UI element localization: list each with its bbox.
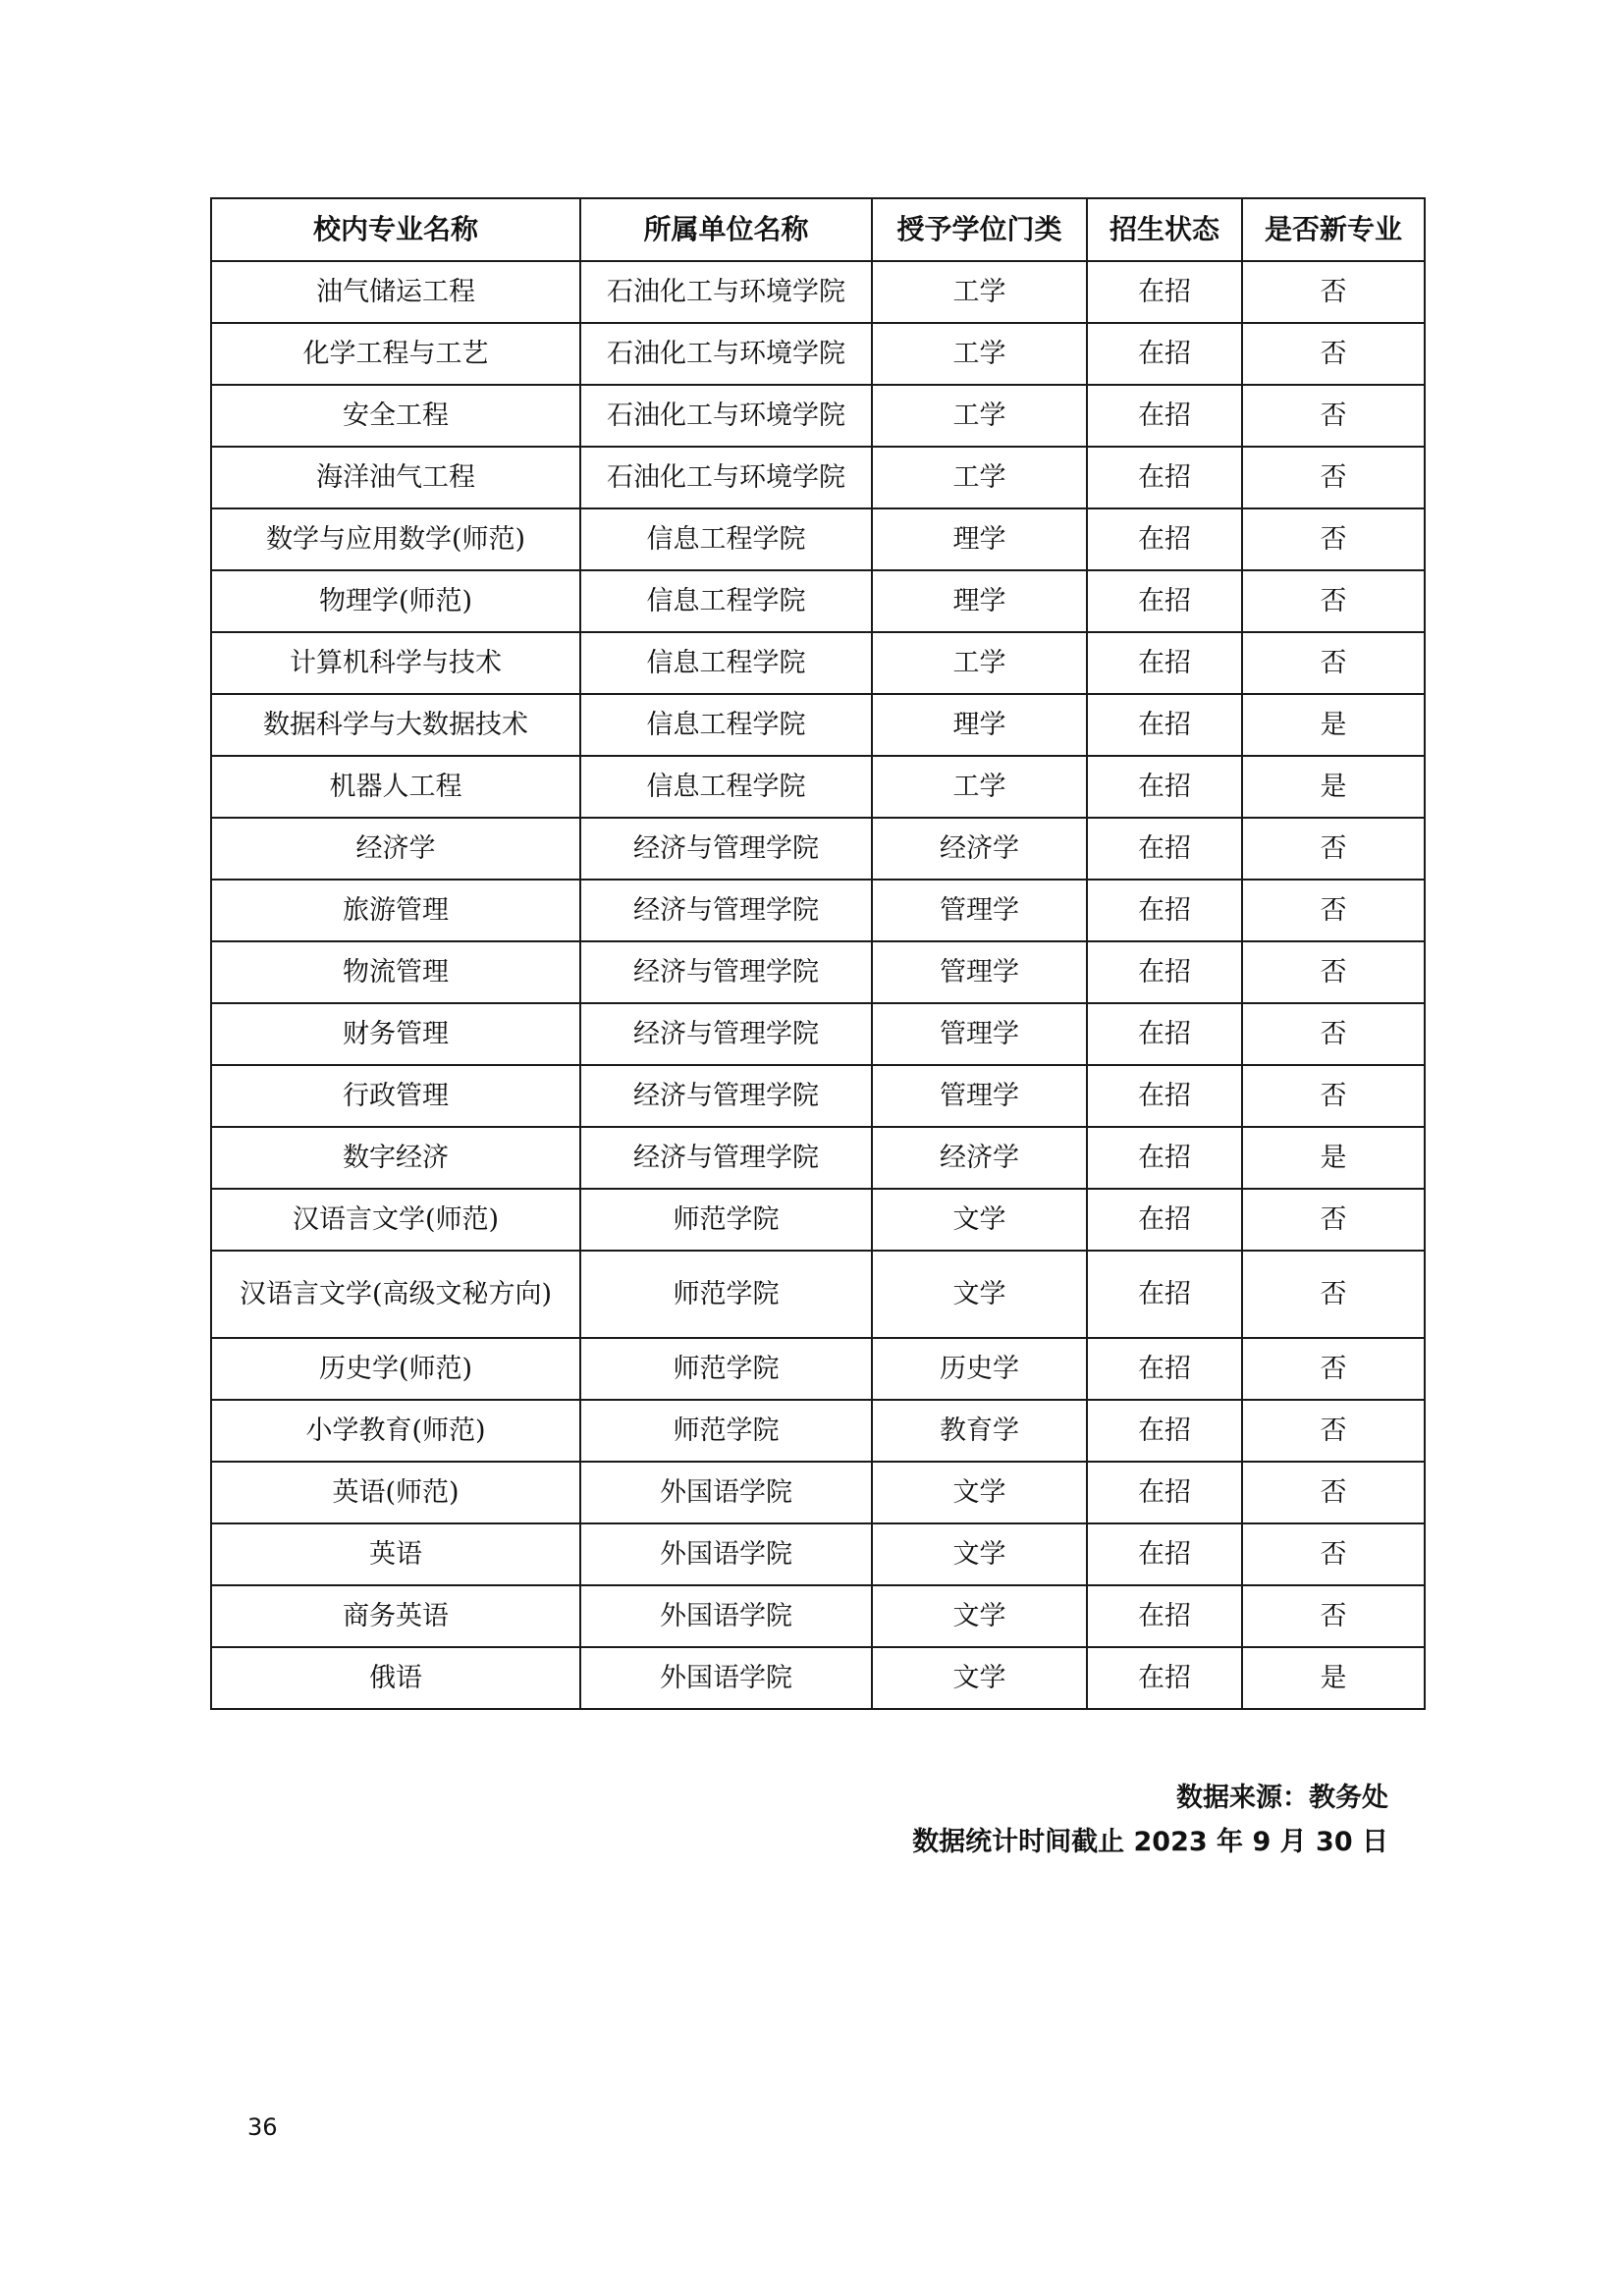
- table-row: [211, 1462, 1425, 1523]
- table-row: [211, 818, 1425, 880]
- cell-major-name: 汉语言文学(师范): [211, 1189, 580, 1251]
- cell-major-name: 商务英语: [211, 1585, 580, 1647]
- table-row: [211, 694, 1425, 756]
- cell-is-new-major: 否: [1242, 1251, 1425, 1338]
- cell-unit-name: 师范学院: [580, 1251, 872, 1338]
- cell-degree-category: 文学: [872, 1189, 1087, 1251]
- cell-is-new-major: 否: [1242, 1523, 1425, 1585]
- cell-unit-name: 石油化工与环境学院: [580, 323, 872, 385]
- cell-major-name: 数学与应用数学(师范): [211, 508, 580, 570]
- cell-unit-name: 石油化工与环境学院: [580, 385, 872, 447]
- cell-degree-category: 历史学: [872, 1338, 1087, 1400]
- data-cutoff-note: 数据统计时间截止 2023 年 9 月 30 日: [912, 1827, 1388, 1857]
- cell-enrollment-status: 在招: [1087, 1189, 1242, 1251]
- page-number: 36: [247, 2113, 278, 2141]
- cell-is-new-major: 否: [1242, 508, 1425, 570]
- cell-is-new-major: 否: [1242, 447, 1425, 508]
- cell-unit-name: 经济与管理学院: [580, 1127, 872, 1189]
- table-row: [211, 1251, 1425, 1338]
- cell-enrollment-status: 在招: [1087, 1585, 1242, 1647]
- cell-degree-category: 理学: [872, 508, 1087, 570]
- table-row: [211, 1003, 1425, 1065]
- cell-enrollment-status: 在招: [1087, 1523, 1242, 1585]
- cell-is-new-major: 否: [1242, 1585, 1425, 1647]
- cell-enrollment-status: 在招: [1087, 1647, 1242, 1709]
- cell-degree-category: 文学: [872, 1462, 1087, 1523]
- cell-major-name: 旅游管理: [211, 880, 580, 941]
- cell-enrollment-status: 在招: [1087, 1400, 1242, 1462]
- cell-is-new-major: 否: [1242, 1065, 1425, 1127]
- cell-unit-name: 外国语学院: [580, 1523, 872, 1585]
- cell-degree-category: 经济学: [872, 818, 1087, 880]
- table-row: [211, 1523, 1425, 1585]
- cell-major-name: 经济学: [211, 818, 580, 880]
- table-body: [211, 261, 1425, 1709]
- cell-enrollment-status: 在招: [1087, 323, 1242, 385]
- cell-enrollment-status: 在招: [1087, 508, 1242, 570]
- cell-enrollment-status: 在招: [1087, 694, 1242, 756]
- cell-major-name: 机器人工程: [211, 756, 580, 818]
- cell-degree-category: 工学: [872, 447, 1087, 508]
- table-row: [211, 1065, 1425, 1127]
- cell-is-new-major: 否: [1242, 261, 1425, 323]
- cell-is-new-major: 否: [1242, 818, 1425, 880]
- cell-degree-category: 文学: [872, 1251, 1087, 1338]
- cell-is-new-major: 否: [1242, 632, 1425, 694]
- cell-enrollment-status: 在招: [1087, 261, 1242, 323]
- table-row: [211, 261, 1425, 323]
- cell-is-new-major: 否: [1242, 1189, 1425, 1251]
- cell-is-new-major: 是: [1242, 694, 1425, 756]
- cell-major-name: 历史学(师范): [211, 1338, 580, 1400]
- cell-unit-name: 经济与管理学院: [580, 1003, 872, 1065]
- cell-enrollment-status: 在招: [1087, 1003, 1242, 1065]
- table-row: [211, 756, 1425, 818]
- cell-degree-category: 理学: [872, 694, 1087, 756]
- cell-degree-category: 工学: [872, 632, 1087, 694]
- cell-unit-name: 经济与管理学院: [580, 941, 872, 1003]
- cell-major-name: 财务管理: [211, 1003, 580, 1065]
- cell-unit-name: 师范学院: [580, 1189, 872, 1251]
- majors-table: [210, 197, 1426, 1710]
- table-header: [211, 198, 1425, 261]
- cell-unit-name: 外国语学院: [580, 1647, 872, 1709]
- cell-major-name: 数据科学与大数据技术: [211, 694, 580, 756]
- header-enrollment-status: 招生状态: [1087, 198, 1242, 261]
- table-row: [211, 570, 1425, 632]
- cell-is-new-major: 否: [1242, 385, 1425, 447]
- cell-major-name: 物流管理: [211, 941, 580, 1003]
- cell-major-name: 数字经济: [211, 1127, 580, 1189]
- cell-degree-category: 管理学: [872, 1065, 1087, 1127]
- header-major-name: 校内专业名称: [211, 198, 580, 261]
- cell-degree-category: 文学: [872, 1523, 1087, 1585]
- table-row: [211, 1127, 1425, 1189]
- cell-unit-name: 师范学院: [580, 1338, 872, 1400]
- cell-unit-name: 石油化工与环境学院: [580, 261, 872, 323]
- table-row: [211, 1647, 1425, 1709]
- header-unit-name: 所属单位名称: [580, 198, 872, 261]
- cell-degree-category: 教育学: [872, 1400, 1087, 1462]
- table-row: [211, 323, 1425, 385]
- cell-degree-category: 工学: [872, 323, 1087, 385]
- cell-degree-category: 管理学: [872, 1003, 1087, 1065]
- table-row: [211, 385, 1425, 447]
- cell-degree-category: 文学: [872, 1585, 1087, 1647]
- table-row: [211, 508, 1425, 570]
- cell-degree-category: 工学: [872, 261, 1087, 323]
- cell-degree-category: 经济学: [872, 1127, 1087, 1189]
- table-row: [211, 1338, 1425, 1400]
- cell-major-name: 海洋油气工程: [211, 447, 580, 508]
- cell-enrollment-status: 在招: [1087, 1462, 1242, 1523]
- data-source-note: 数据来源：教务处: [1176, 1783, 1388, 1813]
- cell-unit-name: 信息工程学院: [580, 570, 872, 632]
- cell-enrollment-status: 在招: [1087, 756, 1242, 818]
- cell-is-new-major: 否: [1242, 1400, 1425, 1462]
- cell-degree-category: 工学: [872, 385, 1087, 447]
- cell-enrollment-status: 在招: [1087, 1065, 1242, 1127]
- table-row: [211, 632, 1425, 694]
- cell-major-name: 计算机科学与技术: [211, 632, 580, 694]
- cell-degree-category: 管理学: [872, 941, 1087, 1003]
- cell-major-name: 英语(师范): [211, 1462, 580, 1523]
- table-row: [211, 941, 1425, 1003]
- cell-major-name: 安全工程: [211, 385, 580, 447]
- cell-enrollment-status: 在招: [1087, 941, 1242, 1003]
- cell-enrollment-status: 在招: [1087, 1338, 1242, 1400]
- table-row: [211, 880, 1425, 941]
- header-is-new-major: 是否新专业: [1242, 198, 1425, 261]
- header-degree-category: 授予学位门类: [872, 198, 1087, 261]
- cell-enrollment-status: 在招: [1087, 1127, 1242, 1189]
- cell-is-new-major: 否: [1242, 570, 1425, 632]
- cell-is-new-major: 否: [1242, 323, 1425, 385]
- cell-enrollment-status: 在招: [1087, 818, 1242, 880]
- table-row: [211, 447, 1425, 508]
- cell-is-new-major: 否: [1242, 941, 1425, 1003]
- cell-degree-category: 管理学: [872, 880, 1087, 941]
- cell-unit-name: 经济与管理学院: [580, 1065, 872, 1127]
- cell-major-name: 英语: [211, 1523, 580, 1585]
- cell-unit-name: 外国语学院: [580, 1462, 872, 1523]
- cell-degree-category: 理学: [872, 570, 1087, 632]
- cell-is-new-major: 是: [1242, 1127, 1425, 1189]
- cell-unit-name: 经济与管理学院: [580, 818, 872, 880]
- cell-enrollment-status: 在招: [1087, 570, 1242, 632]
- cell-unit-name: 信息工程学院: [580, 694, 872, 756]
- cell-major-name: 物理学(师范): [211, 570, 580, 632]
- cell-major-name: 小学教育(师范): [211, 1400, 580, 1462]
- table-row: [211, 1189, 1425, 1251]
- cell-is-new-major: 是: [1242, 756, 1425, 818]
- table-row: [211, 1400, 1425, 1462]
- cell-unit-name: 石油化工与环境学院: [580, 447, 872, 508]
- cell-is-new-major: 否: [1242, 1462, 1425, 1523]
- cell-major-name: 行政管理: [211, 1065, 580, 1127]
- header-row: [211, 198, 1425, 261]
- cell-enrollment-status: 在招: [1087, 385, 1242, 447]
- cell-enrollment-status: 在招: [1087, 632, 1242, 694]
- cell-enrollment-status: 在招: [1087, 447, 1242, 508]
- cell-unit-name: 信息工程学院: [580, 508, 872, 570]
- cell-is-new-major: 否: [1242, 1003, 1425, 1065]
- cell-major-name: 化学工程与工艺: [211, 323, 580, 385]
- cell-degree-category: 文学: [872, 1647, 1087, 1709]
- cell-major-name: 俄语: [211, 1647, 580, 1709]
- cell-unit-name: 师范学院: [580, 1400, 872, 1462]
- cell-is-new-major: 是: [1242, 1647, 1425, 1709]
- cell-enrollment-status: 在招: [1087, 1251, 1242, 1338]
- cell-major-name: 油气储运工程: [211, 261, 580, 323]
- cell-is-new-major: 否: [1242, 880, 1425, 941]
- cell-degree-category: 工学: [872, 756, 1087, 818]
- table-row: [211, 1585, 1425, 1647]
- cell-unit-name: 经济与管理学院: [580, 880, 872, 941]
- cell-enrollment-status: 在招: [1087, 880, 1242, 941]
- cell-is-new-major: 否: [1242, 1338, 1425, 1400]
- cell-unit-name: 信息工程学院: [580, 632, 872, 694]
- cell-major-name: 汉语言文学(高级文秘方向): [211, 1251, 580, 1338]
- cell-unit-name: 外国语学院: [580, 1585, 872, 1647]
- cell-unit-name: 信息工程学院: [580, 756, 872, 818]
